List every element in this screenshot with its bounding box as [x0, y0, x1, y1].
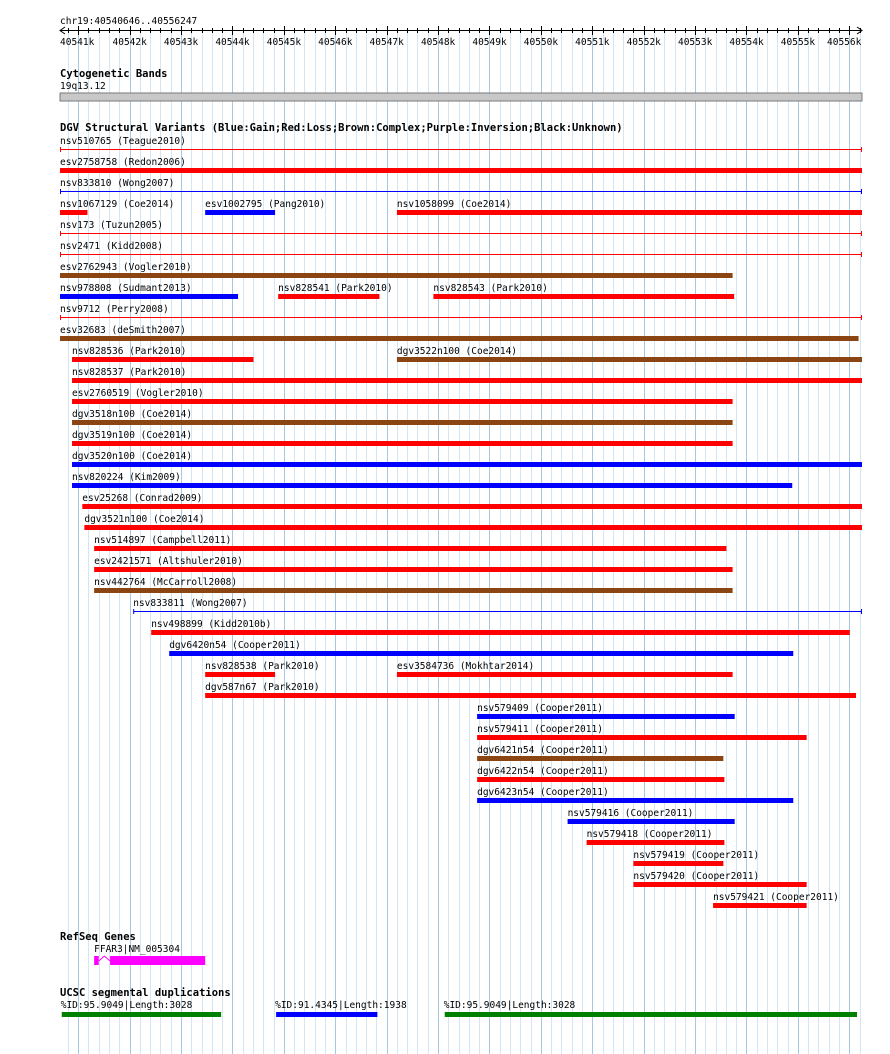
ruler-tick-label: 40556k — [827, 37, 862, 48]
ruler-tick-label: 40541k — [60, 37, 95, 48]
dgv-variant[interactable] — [60, 199, 174, 215]
dgv-variant-bar — [72, 378, 862, 383]
segdup-label: %ID:91.4345|Length:1938 — [275, 1000, 407, 1011]
dgv-variant[interactable] — [60, 220, 862, 236]
dgv-variant-bar — [713, 903, 807, 908]
refseq-track — [94, 944, 205, 965]
dgv-variant-bar — [151, 630, 850, 635]
dgv-variant[interactable] — [60, 178, 862, 194]
ruler-tick-label: 40552k — [626, 37, 661, 48]
dgv-variant[interactable] — [60, 157, 862, 173]
dgv-variant[interactable] — [587, 829, 725, 845]
dgv-variant-bar — [397, 210, 862, 215]
dgv-variant[interactable] — [60, 262, 733, 278]
dgv-variant[interactable] — [433, 283, 734, 299]
dgv-variant-bar — [82, 504, 862, 509]
dgv-variant-bar — [72, 483, 792, 488]
segdup-label: %ID:95.9049|Length:3028 — [60, 1000, 193, 1011]
dgv-variant-bar — [72, 441, 733, 446]
segdup-bar — [62, 1012, 221, 1017]
cytoband-bar[interactable] — [60, 93, 862, 101]
dgv-variant-bar — [477, 714, 735, 719]
dgv-variant-label: nsv2471 (Kidd2008) — [60, 241, 163, 252]
dgv-variant-label: esv2760519 (Vogler2010) — [72, 388, 204, 399]
dgv-variant-label: dgv6422n54 (Cooper2011) — [477, 766, 609, 777]
dgv-variant-bar — [205, 672, 275, 677]
dgv-variant-label: esv25268 (Conrad2009) — [82, 493, 203, 504]
dgv-variant-bar — [205, 693, 856, 698]
dgv-variant-label: nsv510765 (Teague2010) — [60, 136, 186, 147]
dgv-variant-label: dgv3520n100 (Coe2014) — [72, 451, 193, 462]
dgv-variant[interactable] — [397, 199, 862, 215]
dgv-variant[interactable] — [94, 556, 732, 572]
dgv-variant[interactable] — [477, 745, 723, 761]
dgv-variant-label: esv1002795 (Pang2010) — [205, 199, 326, 210]
dgv-variant-label: nsv579421 (Cooper2011) — [713, 892, 839, 903]
refseq-intron — [99, 956, 110, 961]
cytoband-label: 19q13.12 — [60, 81, 106, 92]
dgv-variant-label: nsv828543 (Park2010) — [433, 283, 548, 294]
ruler-tick-label: 40549k — [472, 37, 507, 48]
dgv-variant-bar — [433, 294, 734, 299]
dgv-variant-label: nsv828538 (Park2010) — [205, 661, 320, 672]
ruler-tick-label: 40542k — [112, 37, 147, 48]
ruler-tick-label: 40548k — [420, 37, 456, 48]
dgv-variant[interactable] — [94, 535, 726, 551]
dgv-variant-label: nsv978808 (Sudmant2013) — [60, 283, 192, 294]
dgv-variant-label: nsv1067129 (Coe2014) — [60, 199, 175, 210]
segdup-bar — [445, 1012, 857, 1017]
dgv-variant-label: dgv3518n100 (Coe2014) — [72, 409, 193, 420]
dgv-variant[interactable] — [72, 346, 253, 362]
dgv-variant-label: dgv3521n100 (Coe2014) — [84, 514, 205, 525]
dgv-variant-label: nsv579418 (Cooper2011) — [586, 829, 713, 840]
ruler-tick-label: 40547k — [369, 37, 404, 48]
cytoband-track-title: Cytogenetic Bands — [60, 68, 168, 80]
dgv-variant[interactable] — [84, 514, 862, 530]
ruler-tick-label: 40543k — [163, 37, 199, 48]
position-label: chr19:40540646..40556247 — [60, 16, 198, 27]
dgv-variant-bar — [397, 357, 862, 362]
dgv-variant-bar — [477, 777, 724, 782]
dgv-variant-label: esv3584736 (Mokhtar2014) — [396, 661, 535, 672]
dgv-variant[interactable] — [133, 598, 862, 614]
dgv-variant[interactable] — [278, 283, 392, 299]
refseq-exon — [94, 956, 99, 965]
segdup-track — [61, 1000, 857, 1017]
dgv-variant[interactable] — [60, 304, 862, 320]
dgv-variant[interactable] — [60, 283, 238, 299]
dgv-variant-bar — [397, 672, 733, 677]
dgv-variant-bar — [587, 840, 725, 845]
ruler-tick-label: 40545k — [266, 37, 302, 48]
dgv-variant-label: nsv579416 (Cooper2011) — [567, 808, 694, 819]
dgv-variant-label: dgv587n67 (Park2010) — [205, 682, 320, 693]
dgv-variant-bar — [477, 735, 807, 740]
dgv-variant-bar — [60, 273, 733, 278]
dgv-variant[interactable] — [94, 577, 732, 593]
ruler-tick-label: 40554k — [729, 37, 764, 48]
dgv-variant-label: nsv442764 (McCarroll2008) — [94, 577, 238, 588]
dgv-variant[interactable] — [477, 703, 735, 719]
segdup-label: %ID:95.9049|Length:3028 — [443, 1000, 576, 1011]
dgv-variant-bar — [72, 399, 733, 404]
ruler-tick-label: 40555k — [780, 37, 816, 48]
dgv-variant-bar — [60, 210, 87, 215]
dgv-variant[interactable] — [205, 199, 325, 215]
dgv-variant-label: nsv579411 (Cooper2011) — [477, 724, 603, 735]
dgv-variant-bar — [205, 210, 275, 215]
segdup-item[interactable] — [61, 1000, 221, 1017]
dgv-variant-bar — [94, 588, 732, 593]
dgv-variant-bar — [633, 882, 806, 887]
ruler-tick-label: 40544k — [215, 37, 250, 48]
dgv-variant-label: esv2421571 (Altshuler2010) — [94, 556, 243, 567]
dgv-variant-bar — [477, 798, 793, 803]
dgv-variant-label: nsv579409 (Cooper2011) — [477, 703, 603, 714]
dgv-variant[interactable] — [205, 682, 856, 698]
dgv-variant[interactable] — [72, 451, 862, 467]
dgv-variant[interactable] — [82, 493, 862, 509]
segdup-bar — [276, 1012, 377, 1017]
dgv-variant[interactable] — [60, 136, 862, 152]
dgv-variant-label: nsv833810 (Wong2007) — [60, 178, 175, 189]
dgv-variant-bar — [169, 651, 793, 656]
ruler-tick-label: 40546k — [318, 37, 353, 48]
refseq-exon — [110, 956, 205, 965]
coordinate-ruler — [60, 26, 862, 48]
dgv-variant-bar — [84, 525, 862, 530]
dgv-variant[interactable] — [397, 661, 733, 677]
dgv-variant[interactable] — [169, 640, 793, 656]
dgv-variant[interactable] — [72, 367, 862, 383]
dgv-variant-bar — [72, 357, 253, 362]
refseq-gene-label: FFAR3|NM_005304 — [94, 944, 180, 955]
ruler-tick-label: 40553k — [677, 37, 713, 48]
dgv-variant-label: nsv498899 (Kidd2010b) — [151, 619, 272, 630]
dgv-variant-label: esv2758758 (Redon2006) — [60, 157, 186, 168]
dgv-variant[interactable] — [205, 661, 319, 677]
segdup-item[interactable] — [444, 1000, 857, 1017]
dgv-variant-label: nsv173 (Tuzun2005) — [60, 220, 163, 231]
refseq-track-title: RefSeq Genes — [60, 931, 136, 943]
dgv-variant-bar — [72, 420, 733, 425]
ruler-tick-label: 40550k — [523, 37, 559, 48]
dgv-variant-label: nsv828541 (Park2010) — [278, 283, 393, 294]
dgv-variant-bar — [477, 756, 723, 761]
dgv-variant-bar — [278, 294, 379, 299]
dgv-variant-label: dgv6423n54 (Cooper2011) — [477, 787, 609, 798]
dgv-variant-label: nsv579420 (Cooper2011) — [633, 871, 760, 882]
dgv-variant-label: nsv579419 (Cooper2011) — [633, 850, 760, 861]
dgv-variant[interactable] — [477, 766, 724, 782]
dgv-variant-label: nsv9712 (Perry2008) — [60, 304, 169, 315]
dgv-variant-bar — [60, 336, 859, 341]
dgv-variant-label: nsv514897 (Campbell2011) — [94, 535, 232, 546]
segdup-track-title: UCSC segmental duplications — [60, 987, 231, 999]
dgv-variant-bar — [72, 462, 862, 467]
dgv-variant-label: dgv3519n100 (Coe2014) — [72, 430, 193, 441]
ruler-tick-label: 40551k — [575, 37, 610, 48]
dgv-variant-label: nsv1058099 (Coe2014) — [396, 199, 512, 210]
dgv-variant[interactable] — [60, 241, 862, 257]
dgv-variant-bar — [633, 861, 723, 866]
refseq-gene[interactable] — [94, 944, 205, 965]
dgv-variant-bar — [94, 546, 726, 551]
dgv-variant[interactable] — [633, 850, 759, 866]
dgv-variant-label: esv2762943 (Vogler2010) — [60, 262, 192, 273]
dgv-variant-bar — [94, 567, 732, 572]
dgv-variant[interactable] — [568, 808, 735, 824]
dgv-variant-bar — [60, 294, 238, 299]
dgv-variant-bar — [60, 168, 862, 173]
dgv-variant-bar — [568, 819, 735, 824]
dgv-variant[interactable] — [633, 871, 806, 887]
dgv-variant[interactable] — [477, 787, 793, 803]
dgv-variant-label: nsv828536 (Park2010) — [72, 346, 187, 357]
dgv-variant-label: dgv6421n54 (Cooper2011) — [477, 745, 609, 756]
dgv-variant-label: nsv833811 (Wong2007) — [133, 598, 248, 609]
dgv-variant-label: dgv3522n100 (Coe2014) — [396, 346, 518, 357]
dgv-track — [60, 136, 862, 908]
dgv-variant-label: nsv828537 (Park2010) — [72, 367, 187, 378]
dgv-variant[interactable] — [397, 346, 862, 362]
dgv-variant[interactable] — [713, 892, 839, 908]
dgv-track-title: DGV Structural Variants (Blue:Gain;Red:Loss;Brown:Complex;Purple:Inversion;Black:Unknown) — [60, 122, 623, 134]
dgv-variant-label: esv32683 (deSmith2007) — [60, 325, 186, 336]
dgv-variant-label: nsv820224 (Kim2009) — [72, 472, 181, 483]
dgv-variant-label: dgv6420n54 (Cooper2011) — [169, 640, 301, 651]
dgv-variant[interactable] — [72, 472, 792, 488]
